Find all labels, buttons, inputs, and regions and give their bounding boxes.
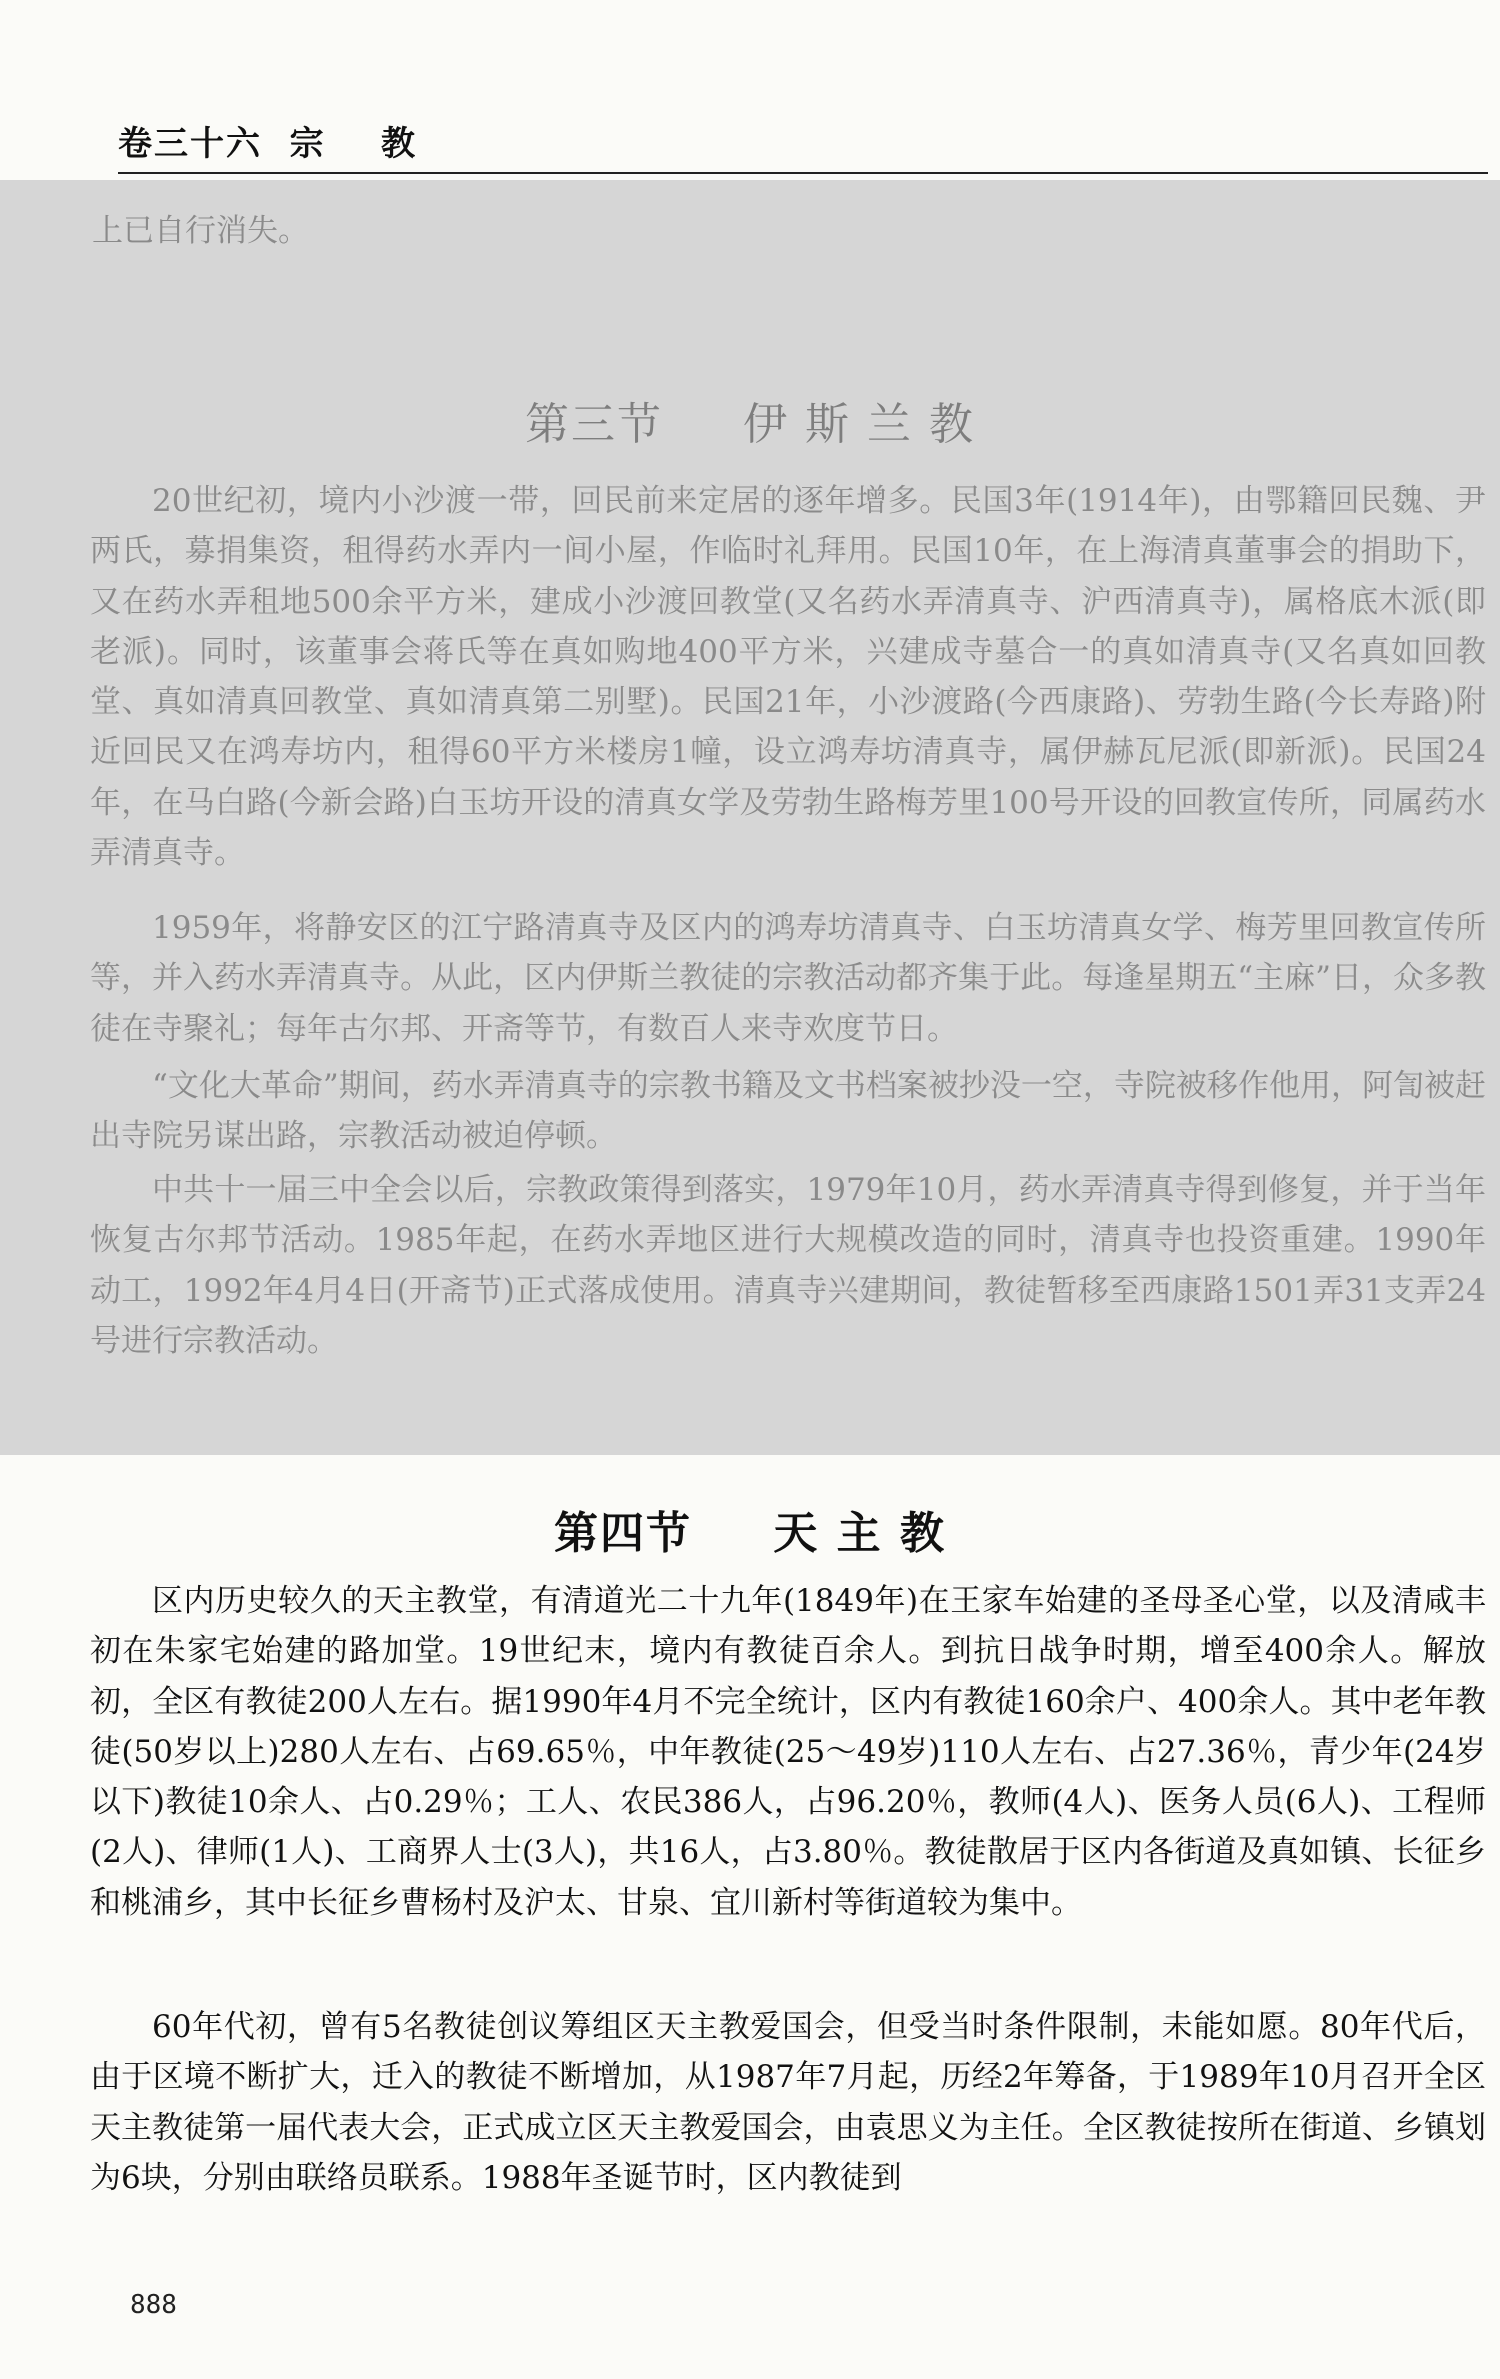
section4-paragraph-1: 区内历史较久的天主教堂，有清道光二十九年(1849年)在王家车始建的圣母圣心堂，以及清咸丰初在朱家宅始建的路加堂。19世纪末，境内有教徒百余人。到抗日战争时期，增至400余人。解放初，全区有教徒200人左右。据1990年4月不完全统计，区内有教徒160余户、400余人。其中老年教徒(50岁以上)280人左右、占69.65％，中年教徒(25～49岁)110人左右、占27.36％，青少年(24岁以下)教徒10余人、占0.29％；工人、农民386人，占96.20％，教师(4人)、医务人员(6人)、工程师(2人)、律师(1人)、工商界人士(3人)，共16人，占3.80％。教徒散居于区内各街道及真如镇、长征乡和桃浦乡，其中长征乡曹杨村及沪太、甘泉、宜川新村等街道较为集中。 bbox=[90, 1583, 1486, 1921]
section3-paragraph-1: 20世纪初，境内小沙渡一带，回民前来定居的逐年增多。民国3年(1914年)，由鄂籍回民魏、尹两氏，募捐集资，租得药水弄内一间小屋，作临时礼拜用。民国10年，在上海清真董事会的捐助下，又在药水弄租地500余平方米，建成小沙渡回教堂(又名药水弄清真寺、沪西清真寺)，属格底木派(即老派)。同时，该董事会蒋氏等在真如购地400平方米，兴建成寺墓合一的真如清真寺(又名真如回教堂、真如清真回教堂、真如清真第二别墅)。民国21年，小沙渡路(今西康路)、劳勃生路(今长寿路)附近回民又在鸿寿坊内，租得60平方米楼房1幢，设立鸿寿坊清真寺，属伊赫瓦尼派(即新派)。民国24年，在马白路(今新会路)白玉坊开设的清真女学及劳勃生路梅芳里100号开设的回教宣传所，同属药水弄清真寺。 bbox=[90, 483, 1486, 872]
section4-paragraph-2: 60年代初，曾有5名教徒创议筹组区天主教爱国会，但受当时条件限制，未能如愿。80年代后，由于区境不断扩大，迁入的教徒不断增加，从1987年7月起，历经2年筹备，于1989年10月召开全区天主教徒第一届代表大会，正式成立区天主教爱国会，由袁思义为主任。全区教徒按所在街道、乡镇划为6块，分别由联络员联系。1988年圣诞节时，区内教徒到 bbox=[90, 2009, 1486, 2196]
section3-heading-title: 伊 斯 兰 教 bbox=[743, 399, 975, 450]
lead-line: 上已自行消失。 bbox=[92, 213, 309, 249]
section3-heading-number: 第三节 bbox=[525, 399, 664, 450]
section3-paragraph-4: 中共十一届三中全会以后，宗教政策得到落实，1979年10月，药水弄清真寺得到修复，并于当年恢复古尔邦节活动。1985年起，在药水弄地区进行大规模改造的同时，清真寺也投资重建。1990年动工，1992年4月4日(开斋节)正式落成使用。清真寺兴建期间，教徒暂移至西康路1501弄31支弄24号进行宗教活动。 bbox=[90, 1172, 1486, 1359]
section4-heading-number: 第四节 bbox=[554, 1508, 693, 1559]
section3-paragraph-2: 1959年，将静安区的江宁路清真寺及区内的鸿寿坊清真寺、白玉坊清真女学、梅芳里回教宣传所等，并入药水弄清真寺。从此，区内伊斯兰教徒的宗教活动都齐集于此。每逢星期五“主麻”日，众多教徒在寺聚礼；每年古尔邦、开斋等节，有数百人来寺欢度节日。 bbox=[90, 910, 1486, 1047]
running-header-title: 卷三十六 宗 教 bbox=[118, 124, 418, 164]
header-rule bbox=[118, 172, 1488, 174]
running-header bbox=[118, 108, 1488, 178]
section4-heading bbox=[0, 1497, 1500, 1561]
section3-paragraph-3: “文化大革命”期间，药水弄清真寺的宗教书籍及文书档案被抄没一空，寺院被移作他用，阿訇被赶出寺院另谋出路，宗教活动被迫停顿。 bbox=[90, 1068, 1486, 1155]
section3-heading bbox=[0, 388, 1500, 452]
section4-heading-title: 天 主 教 bbox=[773, 1508, 946, 1559]
page-number: 888 bbox=[130, 2290, 177, 2320]
